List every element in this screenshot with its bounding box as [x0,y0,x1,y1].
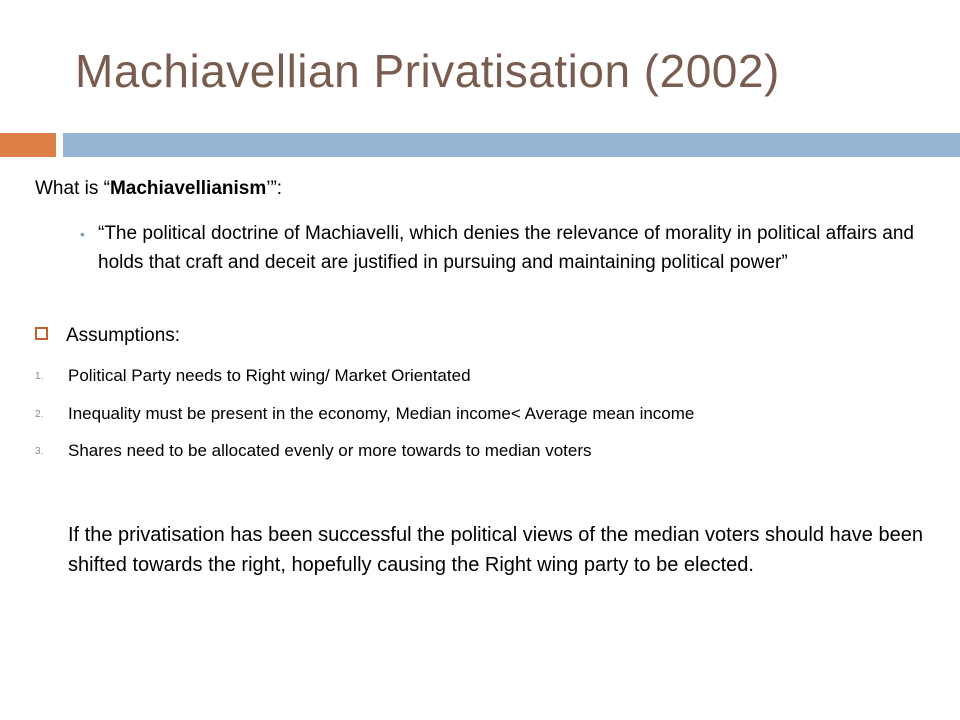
quote-text: “The political doctrine of Machiavelli, which denies the relevance of morality in political affairs and holds that craft and deceit are justified in pursuing and maintaining political power” [98,223,914,273]
intro-prefix: What is “ [35,178,110,199]
intro-suffix: ’”: [266,178,283,199]
assumptions-heading [35,325,180,347]
header-bar [63,133,960,157]
list-text: Inequality must be present in the economy, Median income< Average mean income [68,404,695,423]
list-item [35,404,694,424]
assumptions-label: Assumptions: [66,325,181,346]
list-text: Shares need to be allocated evenly or more towards to median voters [68,441,592,460]
definition-quote [80,220,938,277]
intro-term: Machiavellianism [109,178,267,199]
bullet-icon: • [80,226,85,242]
list-number: 3. [35,446,44,458]
list-number: 1. [35,371,44,383]
intro-line [35,178,282,200]
list-item [35,441,592,461]
square-bullet-icon [35,327,48,340]
slide-title: Machiavellian Privatisation (2002) [75,45,780,97]
accent-bar [0,133,56,157]
list-number: 2. [35,409,44,421]
conclusion-paragraph: If the privatisation has been successful the political views of the median voters should have been shifted towards the right, hopefully causing the Right wing party to be elected. [68,524,923,576]
list-item [35,366,471,386]
list-text: Political Party needs to Right wing/ Market Orientated [68,366,471,385]
